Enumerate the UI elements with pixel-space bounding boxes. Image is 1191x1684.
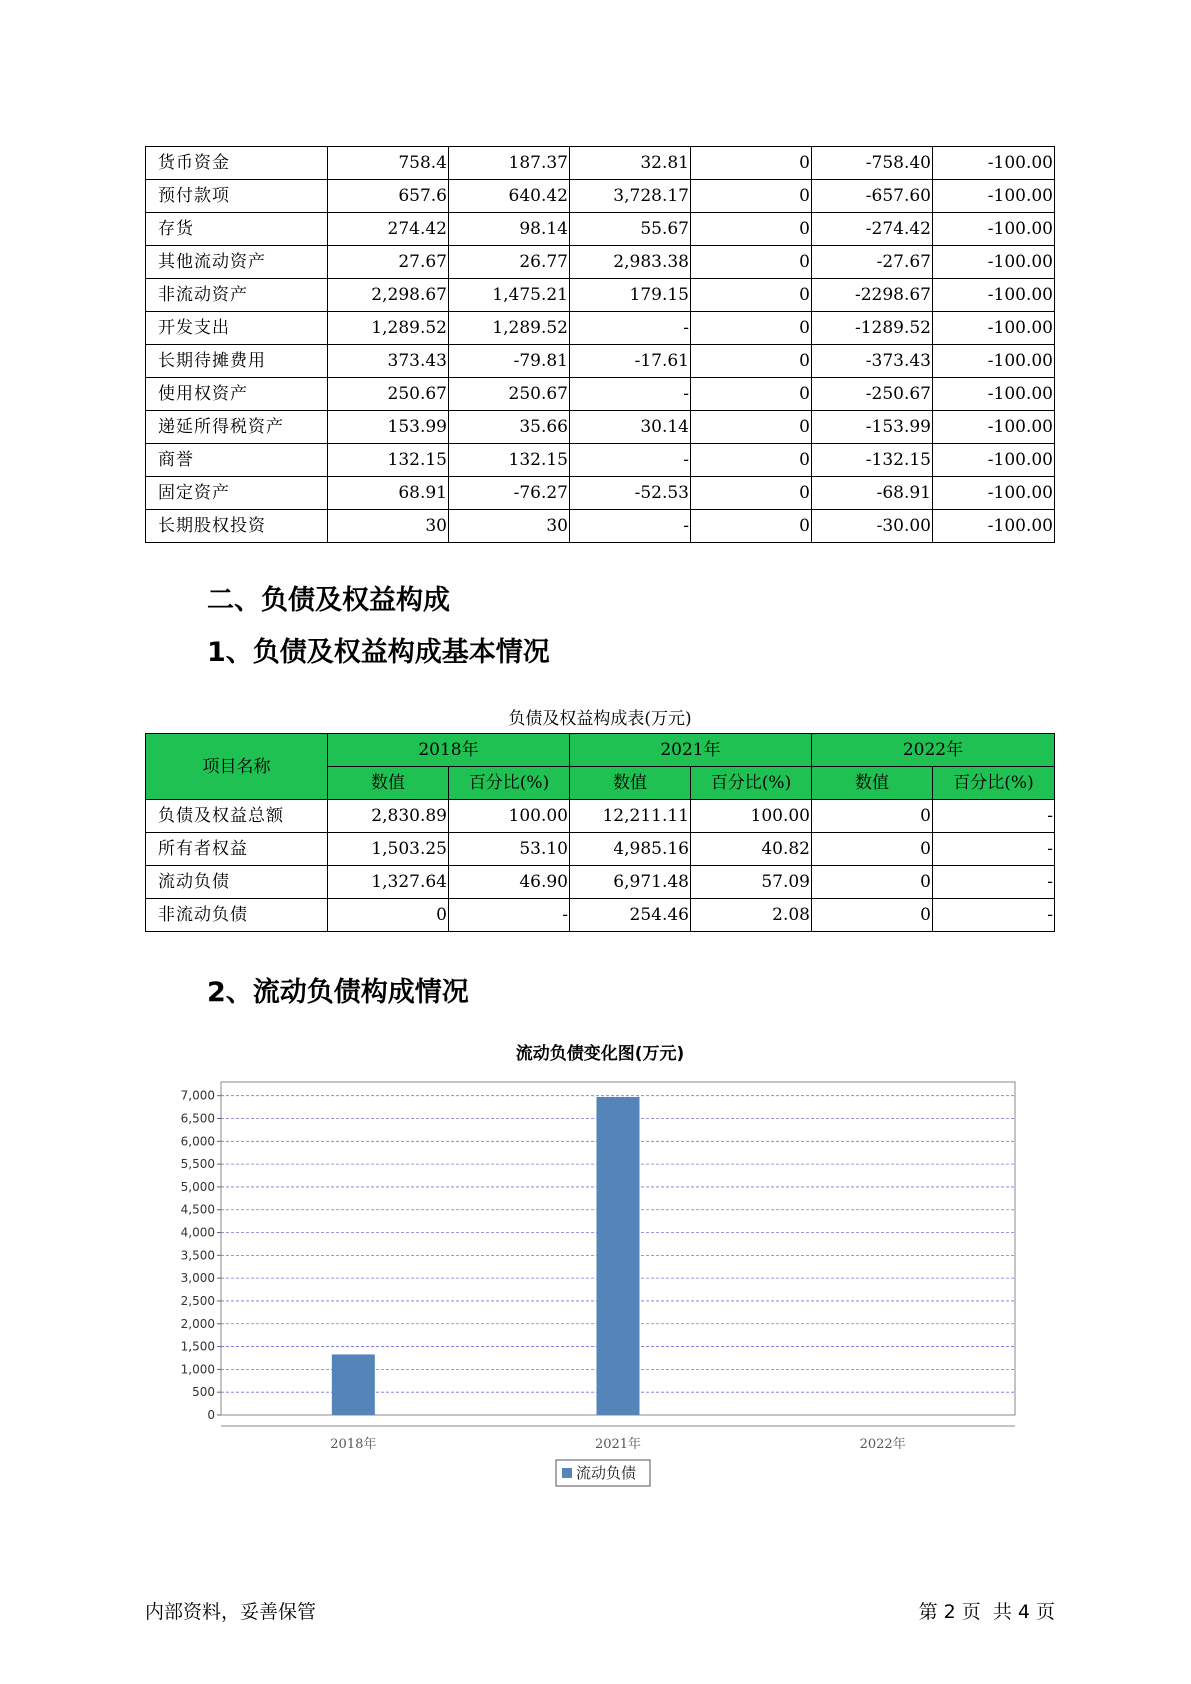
table-cell: -153.99 — [812, 411, 933, 444]
table-cell: 1,289.52 — [328, 312, 449, 345]
table-cell: - — [933, 899, 1055, 932]
header-year: 2018年 — [328, 734, 570, 767]
table-cell: -100.00 — [933, 378, 1055, 411]
table-cell: 57.09 — [691, 866, 812, 899]
table-row — [146, 899, 1055, 932]
row-label: 固定资产 — [146, 477, 328, 510]
table-cell: 373.43 — [328, 345, 449, 378]
table-cell: 0 — [812, 833, 933, 866]
subsection-heading-2: 2、流动负债构成情况 — [207, 977, 469, 1008]
row-label: 非流动负债 — [146, 899, 328, 932]
table-row — [146, 345, 1055, 378]
table-cell: 2.08 — [691, 899, 812, 932]
header-year: 2022年 — [812, 734, 1055, 767]
y-tick-label: 6,500 — [180, 1111, 215, 1126]
table-cell: -100.00 — [933, 444, 1055, 477]
header-value: 数值 — [328, 767, 449, 800]
x-tick-label: 2021年 — [594, 1437, 642, 1452]
table-cell: -100.00 — [933, 477, 1055, 510]
y-tick-label: 3,000 — [180, 1271, 215, 1286]
table-cell: -52.53 — [570, 477, 691, 510]
table-cell: - — [933, 866, 1055, 899]
row-label: 存货 — [146, 213, 328, 246]
table-cell: 153.99 — [328, 411, 449, 444]
x-tick-label: 2018年 — [330, 1437, 377, 1452]
table-cell: -100.00 — [933, 279, 1055, 312]
row-label: 所有者权益 — [146, 833, 328, 866]
y-tick-label: 1,000 — [180, 1362, 215, 1377]
table-row — [146, 213, 1055, 246]
subsection-heading-1: 1、负债及权益构成基本情况 — [207, 637, 550, 668]
table-cell: 0 — [812, 866, 933, 899]
table-cell: 32.81 — [570, 147, 691, 180]
table-cell: 758.4 — [328, 147, 449, 180]
y-tick-label: 4,500 — [180, 1202, 215, 1217]
table-cell: -100.00 — [933, 180, 1055, 213]
table-cell: 640.42 — [449, 180, 570, 213]
table-cell: 0 — [691, 378, 812, 411]
table-cell: 12,211.11 — [570, 800, 691, 833]
table-cell: -100.00 — [933, 246, 1055, 279]
table-row — [146, 866, 1055, 899]
table-cell: 100.00 — [449, 800, 570, 833]
table-cell: 30 — [328, 510, 449, 543]
y-tick-label: 5,000 — [180, 1179, 215, 1194]
y-tick-label: 2,000 — [180, 1316, 215, 1331]
row-label: 长期股权投资 — [146, 510, 328, 543]
bar — [332, 1354, 375, 1415]
table-cell: - — [570, 378, 691, 411]
table-row — [146, 833, 1055, 866]
table-cell: 0 — [328, 899, 449, 932]
table-row — [146, 180, 1055, 213]
asset-table — [145, 146, 1055, 543]
table-cell: 2,983.38 — [570, 246, 691, 279]
row-label: 流动负债 — [146, 866, 328, 899]
table-cell: -30.00 — [812, 510, 933, 543]
row-label: 预付款项 — [146, 180, 328, 213]
table-cell: 132.15 — [449, 444, 570, 477]
row-label: 其他流动资产 — [146, 246, 328, 279]
table-cell: -132.15 — [812, 444, 933, 477]
table-cell: - — [570, 444, 691, 477]
table-cell: 0 — [691, 345, 812, 378]
table-row — [146, 246, 1055, 279]
table-cell: 0 — [691, 444, 812, 477]
table-cell: - — [933, 833, 1055, 866]
table-cell: 2,298.67 — [328, 279, 449, 312]
y-tick-label: 2,500 — [180, 1293, 215, 1308]
header-percent: 百分比(%) — [691, 767, 812, 800]
table-cell: 100.00 — [691, 800, 812, 833]
table-cell: -657.60 — [812, 180, 933, 213]
table-cell: -758.40 — [812, 147, 933, 180]
table-cell: 657.6 — [328, 180, 449, 213]
table-cell: 35.66 — [449, 411, 570, 444]
y-tick-label: 1,500 — [180, 1339, 215, 1354]
table-cell: -27.67 — [812, 246, 933, 279]
table-cell: 1,475.21 — [449, 279, 570, 312]
header-percent: 百分比(%) — [449, 767, 570, 800]
table-cell: 0 — [691, 246, 812, 279]
current-liabilities-chart — [170, 1070, 1030, 1510]
table-cell: - — [449, 899, 570, 932]
legend-swatch — [562, 1468, 572, 1478]
table-cell: 254.46 — [570, 899, 691, 932]
table-cell: 30 — [449, 510, 570, 543]
table-row — [146, 147, 1055, 180]
header-item-name: 项目名称 — [146, 734, 328, 800]
table-cell: 0 — [691, 147, 812, 180]
y-tick-label: 6,000 — [180, 1134, 215, 1149]
row-label: 开发支出 — [146, 312, 328, 345]
table-cell: -1289.52 — [812, 312, 933, 345]
table-cell: 250.67 — [328, 378, 449, 411]
table-cell: 98.14 — [449, 213, 570, 246]
chart-title: 流动负债变化图(万元) — [515, 1044, 685, 1064]
table-cell: -17.61 — [570, 345, 691, 378]
table-cell: 187.37 — [449, 147, 570, 180]
table-cell: 53.10 — [449, 833, 570, 866]
table-cell: -100.00 — [933, 510, 1055, 543]
table-cell: 0 — [812, 899, 933, 932]
table-cell: 26.77 — [449, 246, 570, 279]
table-cell: -79.81 — [449, 345, 570, 378]
row-label: 长期待摊费用 — [146, 345, 328, 378]
table-cell: 40.82 — [691, 833, 812, 866]
legend-label: 流动负债 — [576, 1464, 637, 1482]
table-cell: -250.67 — [812, 378, 933, 411]
row-label: 商誉 — [146, 444, 328, 477]
header-value: 数值 — [812, 767, 933, 800]
header-value: 数值 — [570, 767, 691, 800]
table-cell: 0 — [691, 411, 812, 444]
table-cell: 27.67 — [328, 246, 449, 279]
liabilities-table — [145, 733, 1055, 932]
table-cell: 30.14 — [570, 411, 691, 444]
footer-confidential: 内部资料，妥善保管 — [145, 1601, 317, 1623]
table-row — [146, 411, 1055, 444]
table-cell: -76.27 — [449, 477, 570, 510]
table-cell: 3,728.17 — [570, 180, 691, 213]
row-label: 非流动资产 — [146, 279, 328, 312]
table-row — [146, 378, 1055, 411]
table-cell: -373.43 — [812, 345, 933, 378]
table-cell: - — [570, 312, 691, 345]
table-cell: 0 — [691, 312, 812, 345]
table-row — [146, 312, 1055, 345]
table-cell: -100.00 — [933, 213, 1055, 246]
y-tick-label: 3,500 — [180, 1248, 215, 1263]
footer-page-number: 第 2 页 共 4 页 — [918, 1601, 1055, 1623]
y-tick-label: 7,000 — [180, 1088, 215, 1103]
table-cell: 1,327.64 — [328, 866, 449, 899]
table-cell: 0 — [691, 510, 812, 543]
table-cell: 2,830.89 — [328, 800, 449, 833]
table-cell: 1,503.25 — [328, 833, 449, 866]
table-cell: 46.90 — [449, 866, 570, 899]
table-cell: 4,985.16 — [570, 833, 691, 866]
x-tick-label: 2022年 — [859, 1437, 906, 1452]
row-label: 负债及权益总额 — [146, 800, 328, 833]
row-label: 使用权资产 — [146, 378, 328, 411]
table-row — [146, 444, 1055, 477]
table-cell: -100.00 — [933, 147, 1055, 180]
table-row — [146, 510, 1055, 543]
section-heading: 二、负债及权益构成 — [207, 585, 450, 616]
table-cell: -100.00 — [933, 411, 1055, 444]
table-cell: - — [933, 800, 1055, 833]
table-cell: 274.42 — [328, 213, 449, 246]
table-cell: 0 — [691, 477, 812, 510]
table-cell: -2298.67 — [812, 279, 933, 312]
table-row — [146, 279, 1055, 312]
table-cell: 179.15 — [570, 279, 691, 312]
table-cell: -100.00 — [933, 312, 1055, 345]
table-cell: -68.91 — [812, 477, 933, 510]
table-row — [146, 800, 1055, 833]
header-percent: 百分比(%) — [933, 767, 1055, 800]
row-label: 货币资金 — [146, 147, 328, 180]
table-cell: 68.91 — [328, 477, 449, 510]
table-cell: 55.67 — [570, 213, 691, 246]
table-cell: 0 — [812, 800, 933, 833]
table-row — [146, 477, 1055, 510]
table-cell: 250.67 — [449, 378, 570, 411]
table-cell: 132.15 — [328, 444, 449, 477]
table-cell: -100.00 — [933, 345, 1055, 378]
table-cell: 6,971.48 — [570, 866, 691, 899]
table-cell: 0 — [691, 279, 812, 312]
y-tick-label: 5,500 — [180, 1157, 215, 1172]
table-cell: -274.42 — [812, 213, 933, 246]
table-cell: - — [570, 510, 691, 543]
table-cell: 0 — [691, 213, 812, 246]
bar — [597, 1097, 640, 1415]
row-label: 递延所得税资产 — [146, 411, 328, 444]
table-cell: 1,289.52 — [449, 312, 570, 345]
y-tick-label: 4,000 — [180, 1225, 215, 1240]
y-tick-label: 500 — [192, 1385, 215, 1400]
header-year: 2021年 — [570, 734, 812, 767]
table-cell: 0 — [691, 180, 812, 213]
table-caption: 负债及权益构成表(万元) — [508, 709, 692, 729]
y-tick-label: 0 — [207, 1408, 215, 1422]
